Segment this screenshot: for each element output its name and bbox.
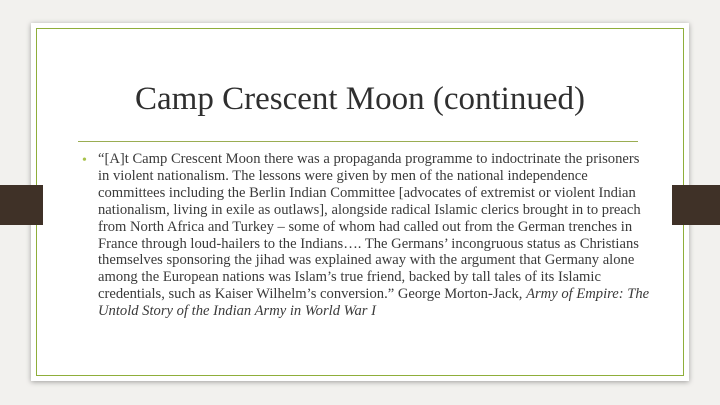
citation-author: George Morton-Jack, bbox=[397, 286, 523, 303]
bullet-item bbox=[82, 151, 652, 320]
left-decorative-tab bbox=[0, 185, 43, 225]
quote-paragraph bbox=[86, 151, 652, 320]
right-decorative-tab bbox=[672, 185, 720, 225]
citation-book-title: Army of Empire: The Untold Story of the Indian Army in World War I bbox=[98, 286, 650, 320]
bullet-icon: • bbox=[82, 153, 87, 168]
title-underline bbox=[78, 141, 638, 142]
slide-title: Camp Crescent Moon (continued) bbox=[135, 81, 585, 117]
quote-text: “[A]t Camp Crescent Moon there was a propaganda programme to indoctrinate the prisoners in violent nationalism. The lessons were given by men of the national independence committees including the Berlin Indian Committee [advocates of extremist or violent Indian nationalism, living in exile as outlaws], alongside radical Islamic clerics brought in to preach from North Africa and Turkey – some of whom had called out from the German trenches in France through loud-hailers to the Indians…. The Germans’ incongruous status as Christians themselves sponsoring the jihad was explained away with the argument that Germany alone among the European nations was Islam’s true friend, backed by tall tales of its Islamic credentials, such as Kaiser Wilhelm’s conversion.” bbox=[98, 151, 641, 303]
